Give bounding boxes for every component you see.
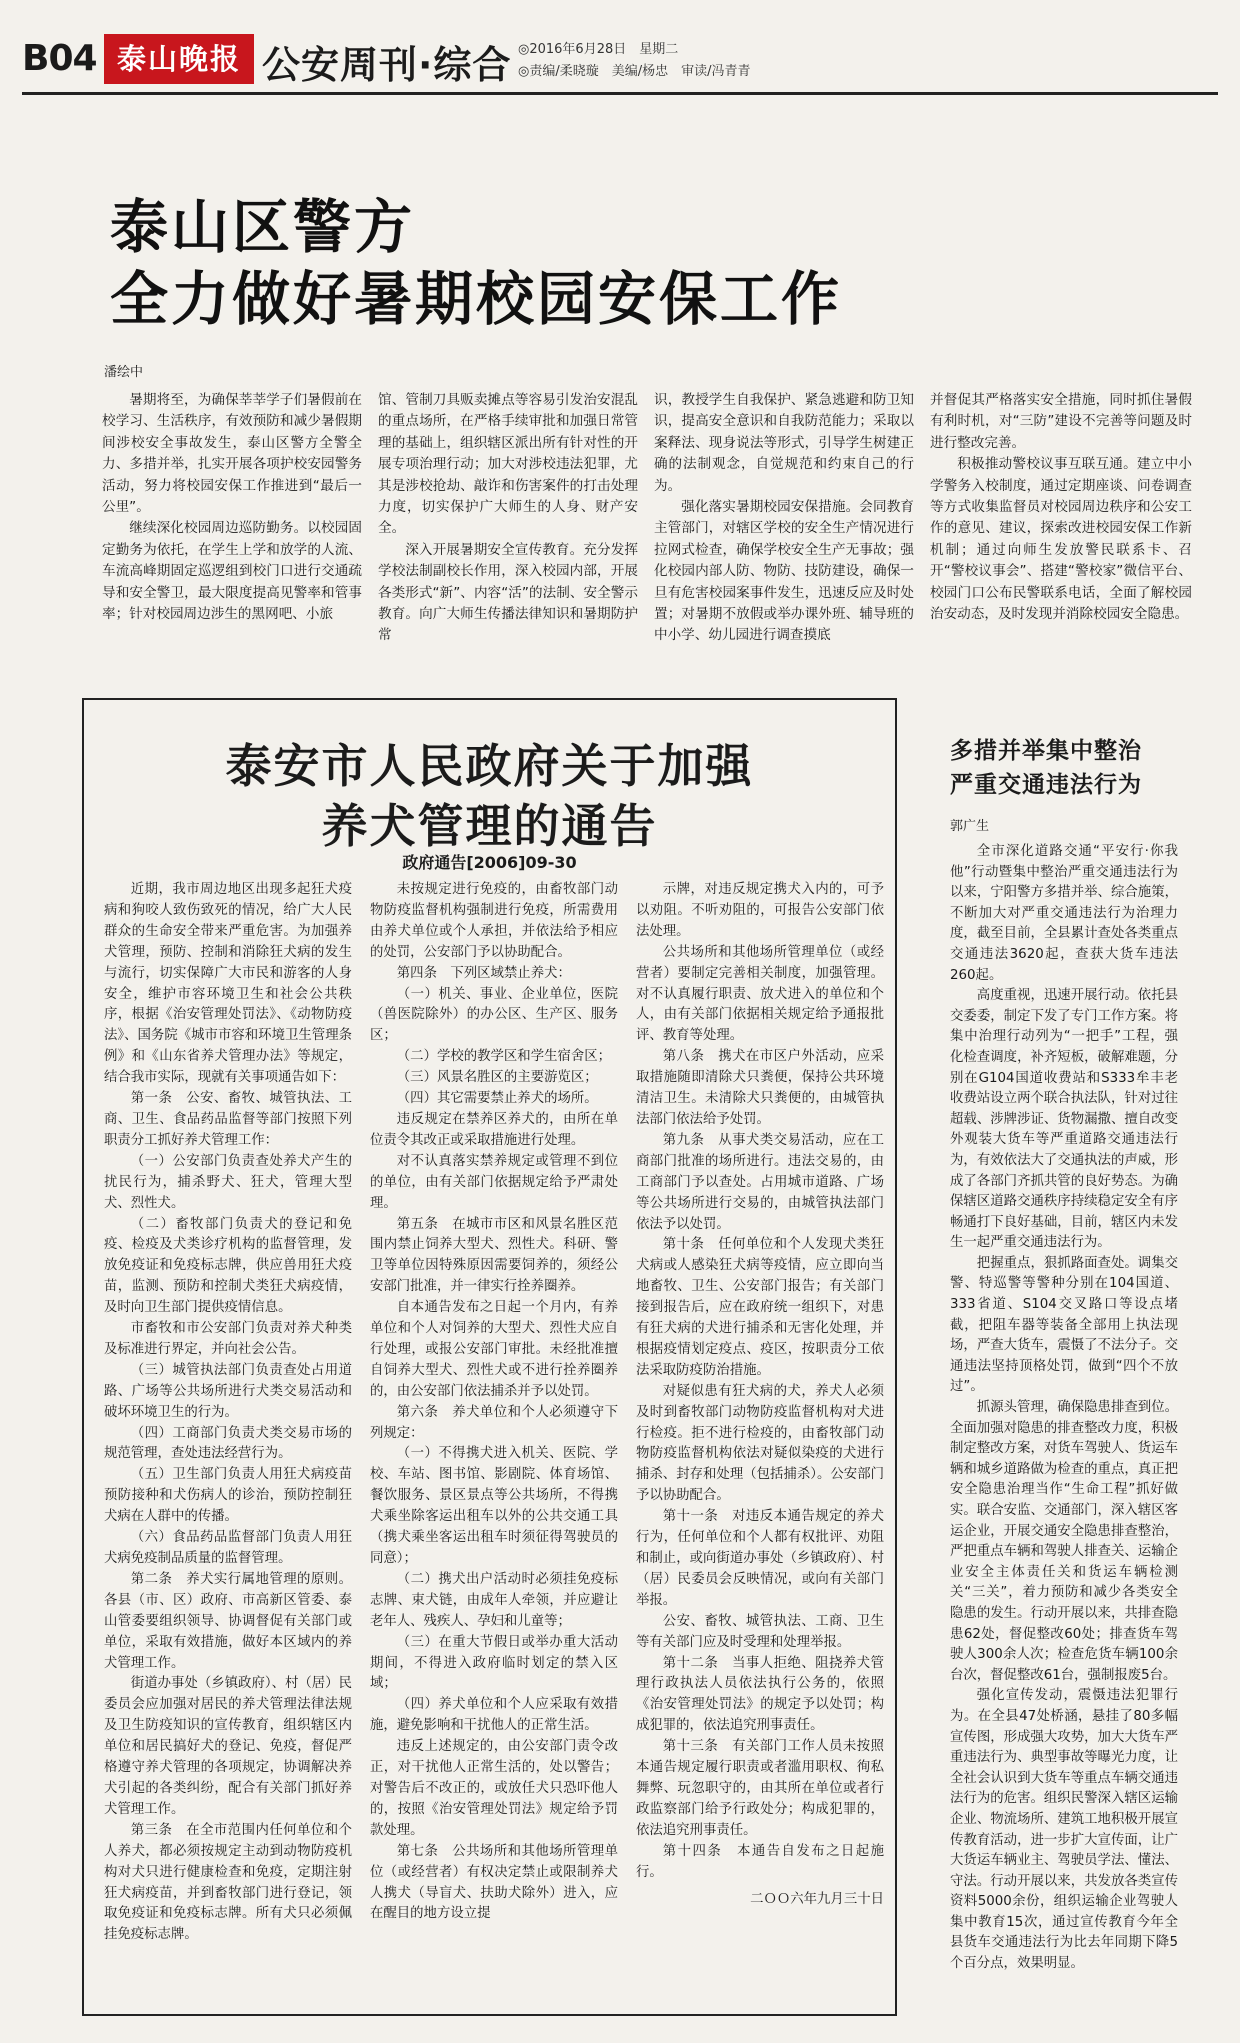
paragraph: 公安、畜牧、城管执法、工商、卫生等有关部门应及时受理和处理举报。 — [636, 1613, 884, 1650]
paragraph: （一）不得携犬进入机关、医院、学校、车站、图书馆、影剧院、体育场馆、餐饮服务、景区景点等公共场所，不得携犬乘坐除客运出租车以外的公共交通工具（携犬乘坐客运出租车时须征得驾驶员的同意）； — [370, 1446, 618, 1566]
article-column-3 — [654, 390, 914, 680]
notice-column-3 — [636, 880, 884, 1990]
paragraph: （三）城管执法部门负责查处占用道路、广场等公共场所进行犬类交易活动和破坏环境卫生的行为。 — [104, 1362, 352, 1420]
paragraph: 公共场所和其他场所管理单位（或经营者）要制定完善相关制度，加强管理。对不认真履行职责、放犬进入的单位和个人，由有关部门依据相关规定给予通报批评、教育等处理。 — [636, 944, 884, 1044]
headline-line-1: 泰山区警方 — [110, 193, 416, 261]
paragraph: 对不认真落实禁养规定或管理不到位的单位，由有关部门依据规定给予严肃处理。 — [370, 1153, 618, 1211]
paragraph: （四）工商部门负责犬类交易市场的规范管理，查处违法经营行为。 — [104, 1425, 352, 1462]
paragraph: 违反上述规定的，由公安部门责令改正，对干扰他人正常生活的，处以警告；对警告后不改正的，或放任犬只恐吓他人的，按照《治安管理处罚法》规定给予罚款处理。 — [370, 1739, 618, 1838]
paragraph: （二）学校的教学区和学生宿舍区； — [396, 1049, 612, 1065]
side-article-body — [950, 842, 1178, 2002]
paragraph: 街道办事处（乡镇政府）、村（居）民委员会应加强对居民的养犬管理法律法规及卫生防疫知识的宣传教育，组织辖区内单位和居民搞好犬的登记、免疫，督促严格遵守养犬管理的各项规定，协调解决养犬引起的各类纠纷，配合有关部门抓好养犬管理工作。 — [104, 1676, 352, 1817]
paragraph: 第三条 在全市范围内任何单位和个人养犬，都必须按规定主动到动物防疫机构对犬只进行健康检查和免疫，定期注射狂犬病疫苗，并到畜牧部门进行登记，领取免疫证和免疫标志牌。所有犬只必须佩挂免疫标志牌。 — [104, 1822, 352, 1943]
paragraph: （六）食品药品监督部门负责人用狂犬病免疫制品质量的监督管理。 — [104, 1530, 352, 1566]
paragraph: 暑期将至，为确保莘莘学子们暑假前在校学习、生活秩序，有效预防和减少暑假期间涉校安全事故发生，泰山区警方全警全力、多措并举，扎实开展各项护校安园警务活动，努力将校园安保工作推进到“最后一公里”。 — [102, 392, 362, 516]
newspaper-logo: 泰山晚报 — [104, 34, 254, 84]
paragraph: 第六条 养犬单位和个人必须遵守下列规定： — [370, 1404, 618, 1441]
paragraph: 第十一条 对违反本通告规定的养犬行为，任何单位和个人都有权批评、劝阻和制止，或向街道办事处（乡镇政府）、村（居）民委员会反映情况，或向有关部门举报。 — [636, 1509, 884, 1608]
article-column-2 — [378, 390, 638, 680]
paragraph: （一）机关、事业、企业单位，医院（兽医院除外）的办公区、生产区、服务区； — [370, 986, 618, 1044]
article-byline: 潘绘中 — [104, 365, 144, 380]
paragraph: 市畜牧和市公安部门负责对养犬种类及标准进行界定，并向社会公告。 — [104, 1321, 352, 1357]
masthead-rule — [22, 92, 1218, 95]
side-headline-line-2: 严重交通违法行为 — [950, 772, 1142, 798]
date-line: ◎2016年6月28日 星期二 — [518, 42, 679, 57]
paragraph: 继续深化校园周边巡防勤务。以校园固定勤务为依托，在学生上学和放学的人流、车流高峰期固定巡逻组到校门口进行交通疏导和安全警卫，最大限度提高见警率和管事率；针对校园周边涉生的黑网吧、小旅 — [102, 520, 362, 623]
paragraph: （三）风景名胜区的主要游览区； — [396, 1070, 598, 1086]
notice-column-2 — [370, 880, 618, 1990]
paragraph: 第五条 在城市市区和风景名胜区范围内禁止饲养大型犬、烈性犬。科研、警卫等单位因特殊原因需要饲养的，须经公安部门批准，并一律实行拴养圈养。 — [370, 1216, 618, 1295]
paragraph: 违反规定在禁养区养犬的，由所在单位责令其改正或采取措施进行处理。 — [370, 1111, 618, 1148]
editor-line: ◎责编/柔晓璇 美编/杨忠 审读/冯青青 — [518, 64, 751, 79]
paragraph: 示牌，对违反规定携犬入内的，可予以劝阻。不听劝阻的，可报告公安部门依法处理。 — [636, 882, 884, 939]
paragraph: （一）公安部门负责查处养犬产生的扰民行为，捕杀野犬、狂犬，管理大型犬、烈性犬。 — [104, 1153, 352, 1211]
paragraph: 第十条 任何单位和个人发现犬类狂犬病或人感染狂犬病等疫情，应立即向当地畜牧、卫生、公安部门报告；有关部门接到报告后，应在政府统一组织下，对患有狂犬病的犬进行捕杀和无害化处理，并根据疫情划定疫点、疫区，按职责分工依法采取防疫防治措施。 — [636, 1237, 884, 1378]
paragraph: 第四条 下列区域禁止养犬： — [396, 965, 571, 981]
side-article-byline: 郭广生 — [950, 819, 990, 834]
paragraph: 把握重点，狠抓路面查处。调集交警、特巡警等警种分别在104国道、333省道、S104交叉路口等设点堵截，把阻车器等装备全部用上执法现场，严查大货车，震慑了不法分子。交通违法坚持顶格处罚，做到“四个不放过”。 — [950, 1255, 1178, 1395]
paragraph: 第十二条 当事人拒绝、阻挠养犬管理行政执法人员依法执行公务的，依照《治安管理处罚法》的规定予以处罚；构成犯罪的，依法追究刑事责任。 — [636, 1655, 884, 1734]
paragraph: 近期，我市周边地区出现多起狂犬疫病和狗咬人致伤致死的情况，给广大人民群众的生命安全带来严重危害。为加强养犬管理，预防、控制和消除狂犬病的发生与流行，切实保障广大市民和游客的人身安全，维护市容环境卫生和社会公共秩序，根据《治安管理处罚法》、《动物防疫法》、国务院《城市市容和环境卫生管理条例》和《山东省养犬管理办法》等规定，结合我市实际，现就有关事项通告如下： — [104, 882, 352, 1086]
paragraph: 第一条 公安、畜牧、城管执法、工商、卫生、食品药品监督等部门按照下列职责分工抓好养犬管理工作： — [104, 1091, 352, 1148]
paragraph: 高度重视，迅速开展行动。依托县交委委，制定下发了专门工作方案。将集中治理行动列为“一把手”工程，强化检查调度，补齐短板，破解难题，分别在G104国道收费站和S333牟丰老收费站设立两个联合执法队，针对过往超载、涉牌涉证、货物漏撒、擅自改变外观装大货车等严重道路交通违法行为，有效依法大了交通执法的声威，形成了各部门齐抓共管的良好势态。为确保辖区道路交通秩序持续稳定安全有序畅通打下良好基础，目前，辖区内未发生一起严重交通违法行为。 — [950, 988, 1178, 1251]
paragraph: （五）卫生部门负责人用狂犬病疫苗预防接种和犬伤病人的诊治，预防控制狂犬病在人群中的传播。 — [104, 1467, 352, 1525]
headline-line-2: 全力做好暑期校园安保工作 — [110, 265, 843, 333]
paragraph: （二）携犬出户活动时必须挂免疫标志牌、束犬链，由成年人牵领，并应避让老年人、残疾人、孕妇和儿童等； — [370, 1571, 618, 1629]
paragraph: 第十四条 本通告自发布之日起施行。 — [636, 1843, 884, 1880]
paragraph: （三）在重大节假日或举办重大活动期间，不得进入政府临时划定的禁入区域； — [370, 1634, 618, 1692]
article-column-1 — [102, 390, 362, 680]
paragraph: （四）养犬单位和个人应采取有效措施，避免影响和干扰他人的正常生活。 — [370, 1697, 618, 1734]
paragraph: 第九条 从事犬类交易活动，应在工商部门批准的场所进行。违法交易的，由工商部门予以查处。占用城市道路、广场等公共场所进行交易的，由城管执法部门依法予以处罚。 — [636, 1132, 884, 1232]
notice-signature-date: 二ＯＯ六年九月三十日 — [750, 1891, 884, 1907]
paragraph: 强化宣传发动，震慑违法犯罪行为。在全县47处桥涵，悬挂了80多幅宣传图，形成强大攻势，加大大货车严重违法行为、典型事故等曝光力度，让全社会认识到大货车等重点车辆交通违法行为的危害。组织民警深入辖区运输企业、物流场所、建筑工地积极开展宣传教育活动，进一步扩大宣传面，让广大货运车辆业主、驾驶员学法、懂法、守法。行动开展以来，共发放各类宣传资料5000余份，组织运输企业驾驶人集中教育15次，通过宣传教育今年全县货车交通违法行为比去年同期下降5个百分点，效果明显。 — [950, 1688, 1178, 1972]
paragraph: 识，教授学生自我保护、紧急逃避和防卫知识，提高安全意识和自我防范能力；采取以案释法、现身说法等形式，引导学生树建正确的法制观念，自觉规范和约束自己的行为。 — [654, 392, 914, 494]
paragraph: 馆、管制刀具贩卖摊点等容易引发治安混乱的重点场所，在严格手续审批和加强日常管理的基础上，组织辖区派出所有针对性的开展专项治理行动；加大对涉校违法犯罪，尤其是涉校抢劫、敲诈和伤害案件的打击处理力度，切实保护广大师生的人身、财产安全。 — [378, 392, 638, 537]
page-number: B04 — [22, 38, 97, 79]
paragraph: 全市深化道路交通“平安行·你我他”行动暨集中整治严重交通违法行为以来，宁阳警方多措并举、综合施策，不断加大对严重交通违法行为治理力度，截至目前，全县累计查处各类重点交通违法3620起，查获大货车违法260起。 — [950, 844, 1178, 983]
paragraph: 强化落实暑期校园安保措施。会同教育主管部门，对辖区学校的安全生产情况进行拉网式检查，确保学校安全生产无事故；强化校园内部人防、物防、技防建设，确保一旦有危害校园案事件发生，迅速反应及时处置；对暑期不放假或举办课外班、辅导班的中小学、幼儿园进行调查摸底 — [654, 499, 914, 644]
paragraph: 抓源头管理，确保隐患排查到位。全面加强对隐患的排查整改力度，积极制定整改方案，对货车驾驶人、货运车辆和城乡道路做为检查的重点，真正把安全隐患治理当作“生命工程”抓好做实。联合安监、交通部门，深入辖区客运企业，开展交通安全隐患排查整治，严把重点车辆和驾驶人排查关、运输企业安全主体责任关和货运车辆检测关“三关”，着力预防和减少各类安全隐患的发生。行动开展以来，共排查隐患62处，督促整改60处；排查货车驾驶人300余人次；检查危货车辆100余台次，督促整改61台，强制报废5台。 — [950, 1400, 1178, 1683]
paragraph: 第八条 携犬在市区户外活动，应采取措施随即清除犬只粪便，保持公共环境清洁卫生。未清除犬只粪便的，由城管执法部门依法给予处罚。 — [636, 1049, 884, 1127]
paragraph: 未按规定进行免疫的，由畜牧部门动物防疫监督机构强制进行免疫，所需费用由养犬单位或个人承担，并依法给予相应的处罚，公安部门予以协助配合。 — [370, 882, 618, 960]
paragraph: 第七条 公共场所和其他场所管理单位（或经营者）有权决定禁止或限制养犬人携犬（导盲犬、扶助犬除外）进入，应在醒目的地方设立提 — [370, 1843, 618, 1922]
notice-column-1 — [104, 880, 352, 1990]
notice-title-line-1: 泰安市人民政府关于加强 — [225, 739, 754, 793]
article-column-4 — [930, 390, 1192, 680]
paragraph: 第十三条 有关部门工作人员未按照本通告规定履行职责或者滥用职权、徇私舞弊、玩忽职守的，由其所在单位或者行政监察部门给予行政处分；构成犯罪的，依法追究刑事责任。 — [636, 1739, 884, 1838]
notice-title-line-2: 养犬管理的通告 — [321, 799, 658, 853]
paragraph: （四）其它需要禁止养犬的场所。 — [396, 1091, 598, 1107]
paragraph: （二）畜牧部门负责犬的登记和免疫、检疫及犬类诊疗机构的监督管理，发放免疫证和免疫标志牌，供应兽用狂犬疫苗，监测、预防和控制犬类狂犬病疫情，及时向卫生部门提供疫情信息。 — [104, 1216, 352, 1316]
paragraph: 深入开展暑期安全宣传教育。充分发挥学校法制副校长作用，深入校园内部，开展各类形式“新”、内容“活”的法制、安全警示教育。向广大师生传播法律知识和暑期防护常 — [378, 541, 638, 644]
paragraph: 并督促其严格落实安全措施，同时抓住暑假有利时机，对“三防”建设不完善等问题及时进行整改完善。 — [930, 392, 1192, 451]
paragraph: 对疑似患有狂犬病的犬，养犬人必须及时到畜牧部门动物防疫监督机构对犬进行检疫。拒不进行检疫的，由畜牧部门动物防疫监督机构依法对疑似染疫的犬进行捕杀、封存和处理（包括捕杀）。公安部门予以协助配合。 — [636, 1383, 884, 1504]
notice-doc-number: 政府通告[2006]09-30 — [402, 853, 577, 872]
paragraph: 积极推动警校议事互联互通。建立中小学警务入校制度，通过定期座谈、问卷调查等方式收集监督员对校园周边秩序和公安工作的意见、建议，探索改进校园安保工作新机制；通过向师生发放警民联系卡、召开“警校议事会”、搭建“警校家”微信平台、校园门口公布民警联系电话，全面了解校园治安动态，及时发现并消除校园安全隐患。 — [930, 456, 1192, 623]
paragraph: 自本通告发布之日起一个月内，有养单位和个人对饲养的大型犬、烈性犬应自行处理，或报公安部门审批。未经批准擅自饲养大型犬、烈性犬或不进行拴养圈养的，由公安部门依法捕杀并予以处罚。 — [370, 1300, 618, 1399]
section-title: 公安周刊·综合 — [262, 43, 512, 87]
paragraph: 第二条 养犬实行属地管理的原则。各县（市、区）政府、市高新区管委、泰山管委要组织领导、协调督促有关部门或单位，采取有效措施，做好本区域内的养犬管理工作。 — [104, 1571, 352, 1671]
side-headline-line-1: 多措并举集中整治 — [950, 738, 1142, 764]
